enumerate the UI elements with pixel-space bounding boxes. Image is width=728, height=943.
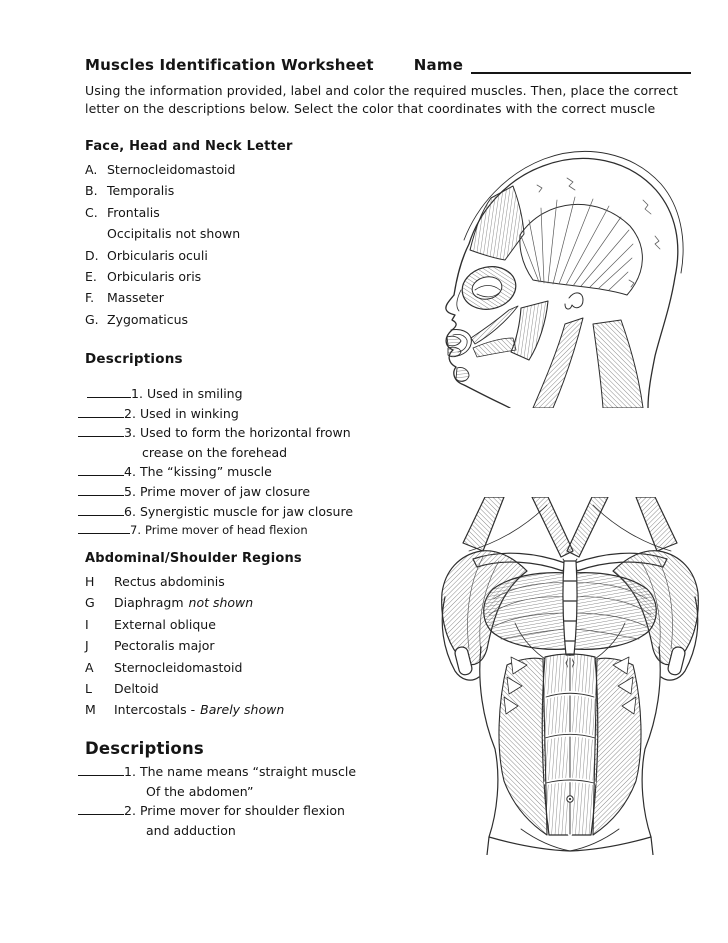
muscle-letter: L [85, 681, 92, 697]
item-number: 2. [124, 405, 136, 421]
muscle-name: Rectus abdominis [114, 574, 225, 589]
item-number: 5. [124, 483, 136, 499]
muscle-name: Pectoralis major [114, 638, 215, 654]
section-heading: Abdominal/Shoulder Regions [85, 551, 302, 566]
torso-muscles-illustration [424, 497, 716, 855]
muscle-name: Orbicularis oris [107, 269, 202, 285]
muscle-list-item [85, 678, 302, 699]
instructions [85, 82, 691, 118]
muscle-letter: D. [85, 247, 99, 263]
item-number: 4. [124, 464, 136, 480]
answer-blank [78, 407, 124, 418]
description-item [78, 404, 353, 424]
description-item [78, 521, 353, 541]
item-number: 7. [130, 523, 141, 538]
torso-muscles-figure [424, 497, 716, 855]
section-heading: Face, Head and Neck Letter [85, 139, 293, 154]
muscle-list-item [85, 287, 293, 308]
muscle-name: Sternocleidomastoid [114, 659, 243, 675]
section-descriptions-abdominal [78, 739, 356, 840]
muscle-letter: B. [85, 183, 98, 199]
description-item [78, 801, 356, 840]
item-number: 1. [131, 386, 143, 401]
item-text: Used in smiling [146, 386, 243, 401]
muscle-note: not shown [188, 595, 254, 611]
answer-blank [78, 485, 124, 496]
item-text: Used in winking [139, 405, 239, 421]
muscle-letter: M [85, 702, 96, 718]
muscle-name: Masseter [107, 290, 164, 306]
muscle-letter: F. [85, 290, 95, 306]
item-text: The “kissing” muscle [139, 464, 272, 480]
section-descriptions-face [78, 351, 353, 541]
muscle-letter: G [85, 595, 95, 611]
answer-blank [87, 387, 131, 398]
head-muscles-figure [416, 140, 708, 408]
item-number: 6. [124, 503, 136, 519]
section-abdominal-shoulder [85, 551, 302, 721]
muscle-name: Deltoid [114, 681, 159, 697]
muscle-list-item [85, 266, 293, 287]
description-item [78, 462, 353, 482]
description-item [78, 482, 353, 502]
answer-blank [78, 426, 124, 437]
muscle-list-item [85, 592, 302, 613]
header [85, 56, 691, 118]
muscle-letter: E. [85, 269, 97, 285]
muscle-list-item [85, 245, 293, 266]
item-text-continued: crease on the forehead [142, 444, 288, 460]
muscle-name: Intercostals - [114, 702, 196, 718]
muscle-name: Frontalis [107, 204, 160, 220]
muscle-name: External oblique [114, 616, 216, 632]
item-text: Prime mover for shoulder flexion [139, 803, 345, 819]
muscle-note: Barely shown [200, 702, 285, 718]
muscle-list-item [85, 223, 293, 244]
muscle-list-item [85, 699, 302, 720]
muscle-list-item [85, 309, 293, 330]
item-text-continued: and adduction [146, 822, 236, 838]
item-text: Synergistic muscle for jaw closure [139, 503, 354, 519]
muscle-list-item [85, 657, 302, 678]
head-muscles-illustration [416, 140, 708, 408]
muscle-name: Occipitalis not shown [107, 226, 241, 242]
muscle-list-item [85, 202, 293, 223]
muscle-letter: C. [85, 204, 98, 220]
item-number: 2. [124, 803, 136, 819]
description-item [78, 423, 353, 462]
name-label: Name [413, 56, 464, 74]
muscle-letter: A [85, 659, 94, 675]
answer-blank [78, 804, 124, 815]
muscle-letter: I [85, 616, 89, 632]
page-title: Muscles Identification Worksheet [85, 56, 374, 74]
answer-blank [78, 765, 124, 776]
section-heading: Descriptions [85, 351, 183, 367]
muscle-name: Diaphragm [114, 595, 184, 611]
muscle-list-item [85, 159, 293, 180]
answer-blank [78, 505, 124, 516]
description-item [78, 384, 353, 404]
muscle-name: Orbicularis oculi [107, 247, 208, 263]
name-answer-line [471, 60, 691, 74]
muscle-list-item [85, 614, 302, 635]
item-text: Prime mover of head flexion [144, 523, 308, 538]
muscle-letter: G. [85, 311, 99, 327]
muscle-name: Sternocleidomastoid [107, 162, 236, 177]
instructions-line1: Using the information provided, label and color the required muscles. Then, place the correct [85, 83, 679, 98]
muscle-name: Temporalis [107, 183, 175, 199]
description-item [78, 502, 353, 522]
item-number: 3. [124, 425, 136, 441]
muscle-list-item [85, 571, 302, 592]
section-heading: Descriptions [85, 739, 204, 758]
muscle-letter: A. [85, 162, 98, 177]
answer-blank [78, 523, 130, 534]
muscle-letter: J [85, 638, 89, 654]
item-text: Used to form the horizontal frown [139, 425, 351, 441]
muscle-letter [85, 223, 107, 244]
description-item [78, 762, 356, 801]
section-face-head-neck [85, 139, 293, 330]
muscle-list-item [85, 635, 302, 656]
answer-blank [78, 465, 124, 476]
muscle-name: Zygomaticus [107, 311, 189, 327]
item-text: Prime mover of jaw closure [139, 483, 311, 499]
muscle-list-item [85, 180, 293, 201]
muscle-letter: H [85, 574, 95, 589]
item-text: The name means “straight muscle [139, 764, 357, 779]
instructions-line2: letter on the descriptions below. Select the color that coordinates with the correct muscle [85, 101, 656, 116]
item-text-continued: Of the abdomen” [146, 783, 254, 799]
item-number: 1. [124, 764, 136, 779]
